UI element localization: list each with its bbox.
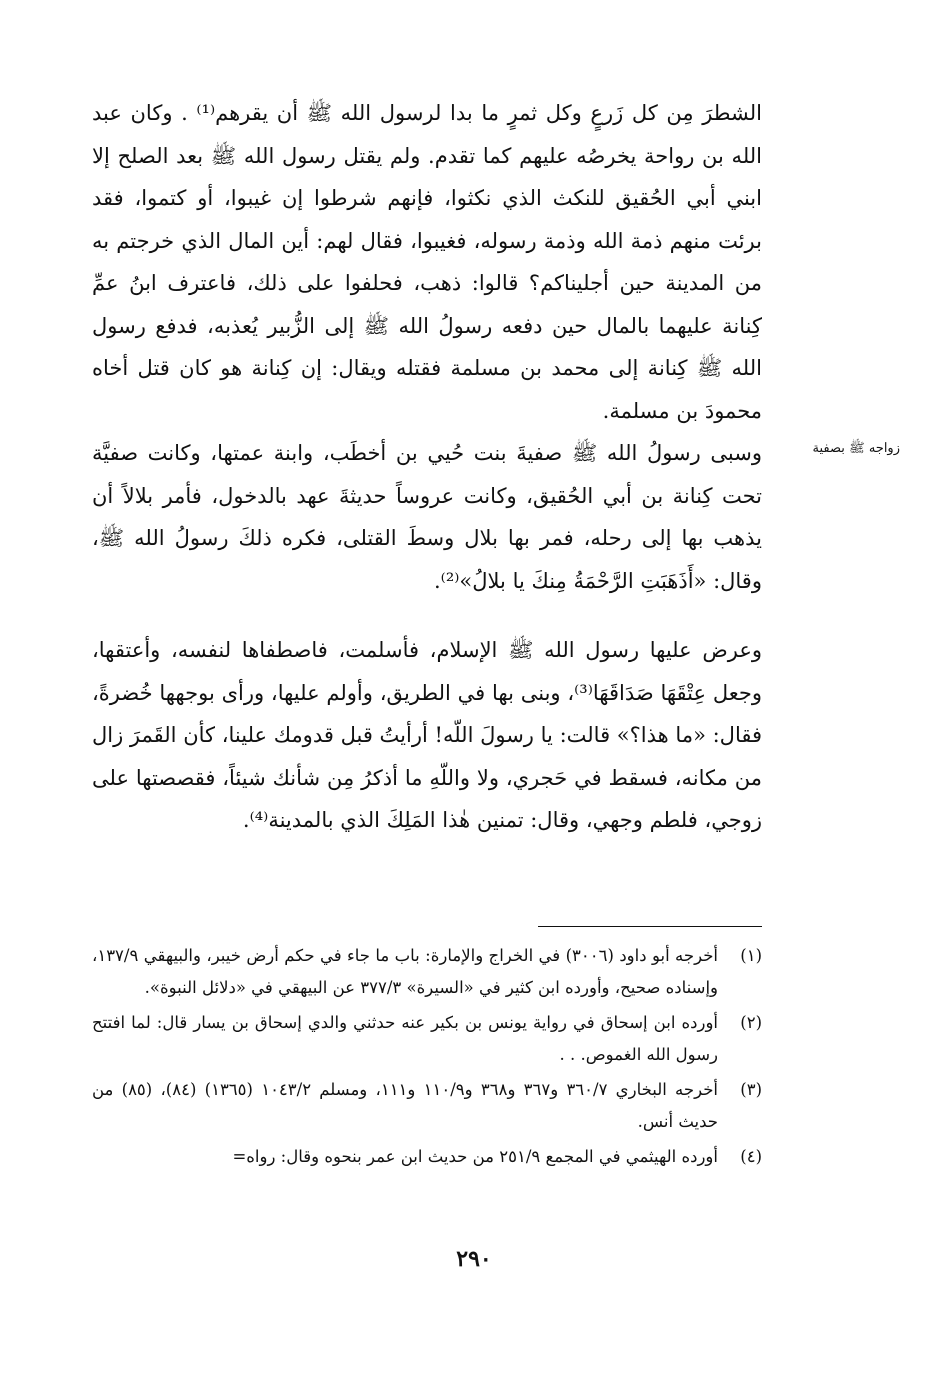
footnote-4 bbox=[92, 1141, 762, 1173]
footnote-number: (٣) bbox=[740, 1080, 762, 1099]
body-paragraph-3: وعرض عليها رسول الله ﷺ الإسلام، فأسلمت، فاصطفاها لنفسه، وأعتقها، وجعل عِتْقَهَا صَدَاقَهَا⁽³⁾، وبنى بها في الطريق، وأولم عليها، ورأى بوجهها خُضرةً، فقال: «ما هذا؟» قالت: يا رسولَ اللّه! أرأيتُ قبل قدومك علينا، كأن القَمرَ زال من مكانه، فسقط في حَجري، ولا واللّهِ ما أذكرُ مِن شأنك شيئاً، فقصصتها على زوجي، فلطم وجهي، وقال: تمنين هٰذا المَلِكَ الذي بالمدينة⁽⁴⁾. bbox=[92, 638, 762, 832]
footnotes bbox=[92, 940, 762, 1176]
footnote-text: أخرجه أبو داود (٣٠٠٦) في الخراج والإمارة: باب ما جاء في حكم أرض خيبر، والبيهقي ١٣٧/٩، وإسناده صحيح، وأورده ابن كثير في «السيرة» ٣٧٧/٣ عن البيهقي في «دلائل النبوة». bbox=[92, 946, 718, 997]
body-paragraph-2: وسبى رسولُ الله ﷺ صفيةَ بنت حُيي بن أخطَب، وابنة عمتها، وكانت صفيَّة تحت كِنانة بن أبي الحُقيق، وكانت عروساً حديثةَ عهد بالدخول، فأمر بلالاً أن يذهب بها إلى رحله، فمر بها بلال وسطَ القتلى، فكره ذلكَ رسولُ الله ﷺ، وقال: «أَذَهَبَتِ الرَّحْمَةُ مِنكَ يا بلالُ»⁽²⁾. bbox=[92, 441, 762, 593]
footnote-text: أخرجه البخاري ٣٦٠/٧ و٣٦٧ و٣٦٨ و١١٠/٩ و١١١، ومسلم ١٠٤٣/٢ (١٣٦٥) (٨٤)، (٨٥) من حديث أنس. bbox=[92, 1080, 718, 1131]
footnote-text: أورده ابن إسحاق في رواية يونس بن بكير عنه حدثني والدي إسحاق بن يسار قال: لما افتتح رسول الله الغموص. . . bbox=[92, 1013, 718, 1064]
footnote-number: (١) bbox=[740, 946, 762, 965]
body-paragraph-1: الشطرَ مِن كل زَرعٍ وكل ثمرٍ ما بدا لرسول الله ﷺ أن يقرهم⁽¹⁾ . وكان عبد الله بن رواحة يخرصُه عليهم كما تقدم. ولم يقتل رسول الله ﷺ بعد الصلح إلا ابني أبي الحُقيق للنكث الذي نكثوا، فإنهم شرطوا إن غيبوا، أو كتموا، فقد برئت منهم ذمة الله وذمة رسوله، فغيبوا، فقال لهم: أين المال الذي خرجتم به من المدينة حين أجليناكم؟ قالوا: ذهب، فحلفوا على ذلك، فاعترف ابنُ عمِّ كِنانة عليهما بالمال حين دفعه رسولُ الله ﷺ إلى الزُّبير يُعذبه، فدفع رسول الله ﷺ كِنانة إلى محمد بن مسلمة فقتله ويقال: إن كِنانة هو كان قتل أخاه محمودَ بن مسلمة. bbox=[92, 101, 762, 423]
page-number: ٢٩٠ bbox=[456, 1246, 492, 1272]
margin-note: زواجه ﷺ بصفية bbox=[812, 441, 900, 456]
footnote-separator bbox=[538, 926, 762, 927]
footnote-1 bbox=[92, 940, 762, 1004]
footnote-number: (٢) bbox=[740, 1013, 762, 1032]
footnote-text: أورده الهيثمي في المجمع ٢٥١/٩ من حديث ابن عمر بنحوه وقال: رواه= bbox=[232, 1147, 718, 1166]
footnote-3 bbox=[92, 1074, 762, 1138]
footnote-2 bbox=[92, 1007, 762, 1071]
footnote-number: (٤) bbox=[740, 1147, 762, 1166]
